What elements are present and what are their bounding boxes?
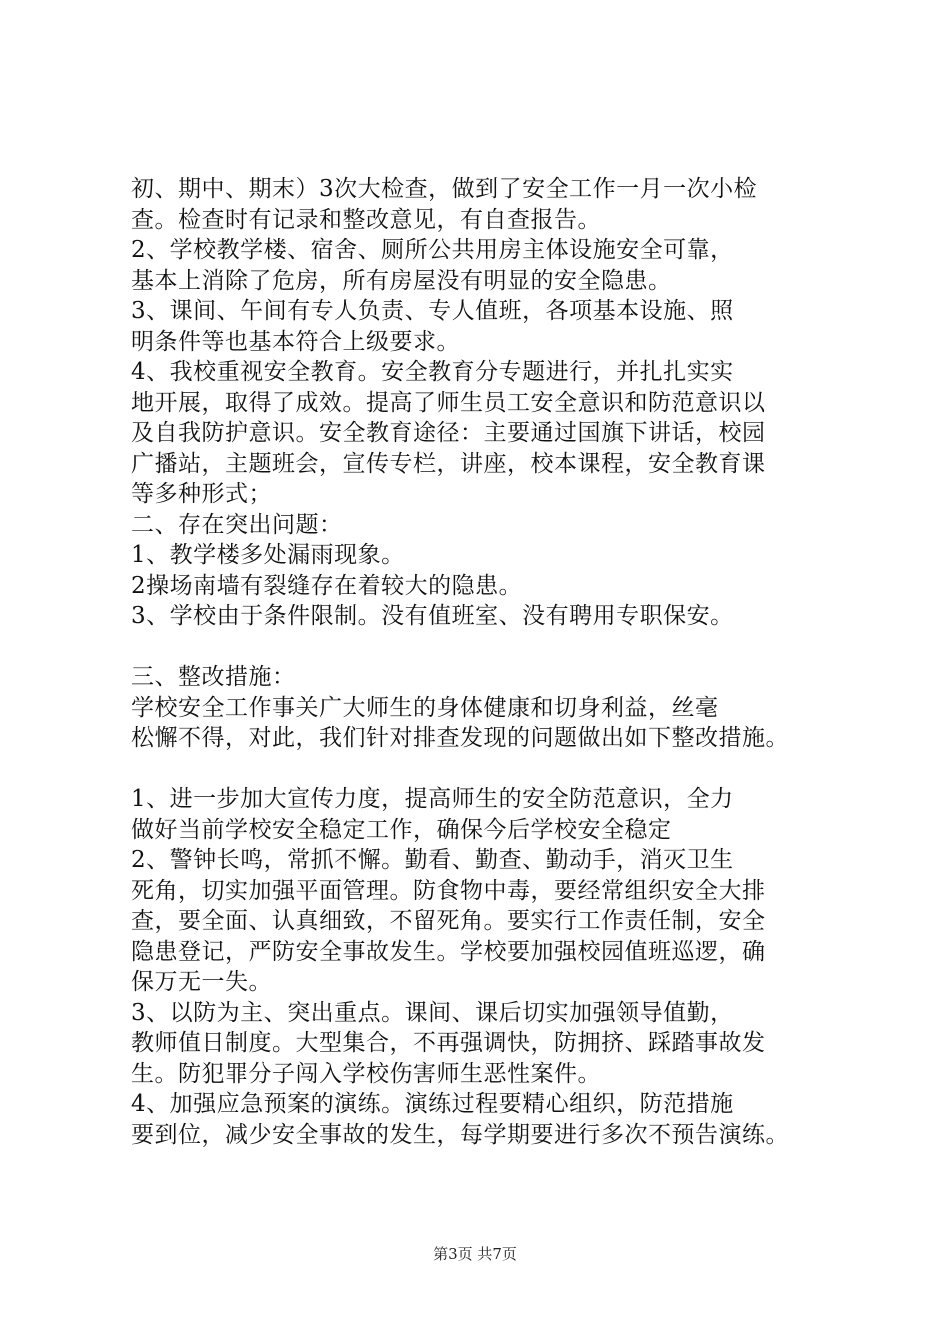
paragraph-building-safety: 2、学校教学楼、宿舍、厕所公共用房主体设施安全可靠， 基本上消除了危房，所有房屋没有明显的安全隐患。 xyxy=(131,237,734,294)
page-number-footer: 第3页 共7页 xyxy=(433,1245,517,1263)
section-heading-measures: 三、整改措施： xyxy=(131,664,296,690)
blank-line xyxy=(131,754,831,785)
measure-item-2: 2、警钟长鸣，常抓不懈。勤看、勤查、勤动手，消灭卫生 死角，切实加强平面管理。防食物中毒，要经常组织安全大排 查，要全面、认真细致，不留死角。要实行工作责任制，安全 隐患登记，严防安全事故发生。学校要加强校园值班巡逻，确 保万无一失。 xyxy=(131,847,766,995)
measure-item-3: 3、以防为主、突出重点。课间、课后切实加强领导值勤， 教师值日制度。大型集合，不再强调快，防拥挤、踩踏事故发 生。防犯罪分子闯入学校伤害师生恶性案件。 xyxy=(131,999,766,1087)
document-body xyxy=(131,174,831,1150)
blank-line xyxy=(131,632,831,663)
paragraph-duty-staff: 3、课间、午间有专人负责、专人值班，各项基本设施、照 明条件等也基本符合上级要求。 xyxy=(131,298,734,355)
section-heading-problems: 二、存在突出问题： xyxy=(131,511,343,538)
paragraph-safety-education: 4、我校重视安全教育。安全教育分专题进行，并扎扎实实 地开展，取得了成效。提高了师生员工安全意识和防范意识以 及自我防护意识。安全教育途径：主要通过国旗下讲话，校园 广播站，主题班会，宣传专栏，讲座，校本课程，安全教育课 等多种形式； xyxy=(131,359,766,507)
problem-item-3: 3、学校由于条件限制。没有值班室、没有聘用专职保安。 xyxy=(131,603,734,629)
problem-item-1: 1、教学楼多处漏雨现象。 xyxy=(131,542,405,568)
measure-item-4: 4、加强应急预案的演练。演练过程要精心组织，防范措施 要到位，减少安全事故的发生，每学期要进行多次不预告演练。 xyxy=(131,1091,789,1148)
problem-item-2: 2操场南墙有裂缝存在着较大的隐患。 xyxy=(131,572,523,599)
paragraph-measures-intro: 学校安全工作事关广大师生的身体健康和切身利益，丝毫 松懈不得，对此，我们针对排查发现的问题做出如下整改措施。 xyxy=(131,694,789,751)
measure-item-1: 1、进一步加大宣传力度，提高师生的安全防范意识，全力 做好当前学校安全稳定工作，确保今后学校安全稳定 xyxy=(131,786,734,843)
paragraph-inspection-summary: 初、期中、期末）3次大检查，做到了安全工作一月一次小检 查。检查时有记录和整改意见，有自查报告。 xyxy=(131,176,758,233)
